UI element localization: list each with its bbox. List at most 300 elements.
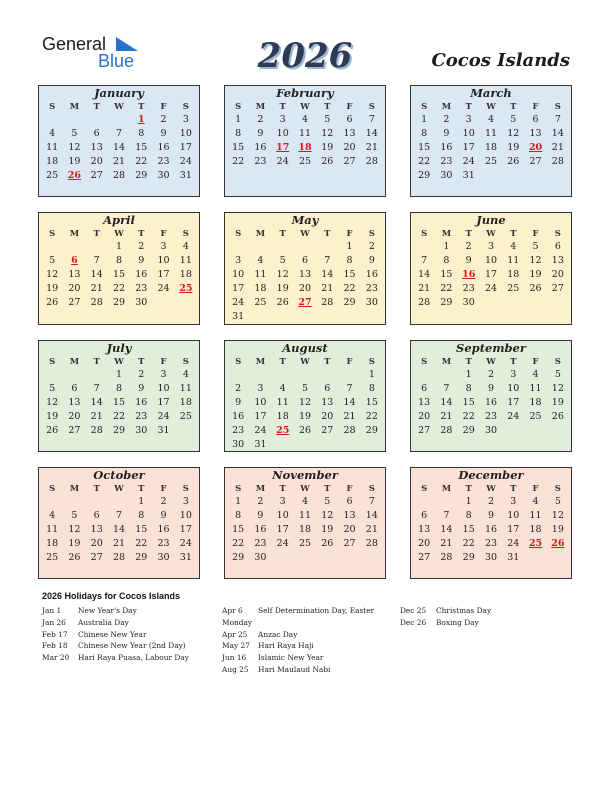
day-cell: 26 (321, 538, 334, 549)
day-cell: 26 (298, 425, 312, 436)
day-cell: 10 (157, 383, 170, 394)
day-cell: 3 (279, 114, 286, 125)
day-cell: 6 (71, 383, 78, 394)
weekday-label: S (421, 484, 428, 494)
day-cell: 27 (529, 156, 542, 167)
holiday-column (400, 605, 492, 629)
day-cell: 27 (68, 425, 81, 436)
day-cell: 17 (254, 411, 267, 422)
day-cell: 30 (135, 425, 148, 436)
day-cell: 17 (157, 269, 170, 280)
day-cell: 9 (235, 397, 242, 408)
weekday-label: S (235, 102, 242, 112)
day-cell: 18 (529, 524, 542, 535)
day-cell: 25 (46, 552, 59, 563)
weekday-label: T (279, 484, 286, 494)
day-cell: 16 (157, 142, 170, 153)
weekday-label: S (554, 484, 561, 494)
day-cell: 31 (179, 170, 192, 181)
weekday-label: F (160, 229, 167, 239)
weekday-label: S (235, 229, 242, 239)
weekday-label: T (324, 229, 331, 239)
empty-day-cell (63, 240, 85, 254)
weekday-label: T (510, 484, 517, 494)
year-title: 2026 (257, 36, 353, 76)
holiday-name: Chinese New Year (2nd Day) (78, 641, 186, 651)
month-january (38, 85, 200, 197)
month-name: September (456, 341, 526, 355)
day-cell: 14 (90, 269, 103, 280)
month-name: March (470, 86, 512, 100)
day-cell: 2 (235, 383, 242, 394)
logo-text-general: General (42, 34, 107, 54)
holiday-entry (42, 640, 186, 652)
holiday-entry (42, 617, 129, 629)
day-cell: 19 (321, 142, 334, 153)
empty-day-cell (41, 495, 63, 509)
day-cell: 23 (232, 425, 245, 436)
holiday-date: Jun 16 (222, 653, 247, 663)
weekday-label: T (510, 357, 517, 367)
weekday-label: W (300, 357, 310, 367)
day-cell: 19 (551, 397, 564, 408)
day-cell: 28 (321, 297, 334, 308)
empty-day-cell (227, 240, 249, 254)
day-cell: 21 (321, 283, 334, 294)
day-cell: 10 (157, 255, 170, 266)
day-cell: 10 (254, 397, 267, 408)
holiday-date: Dec 26 (400, 617, 427, 627)
month-name: June (476, 213, 506, 227)
day-cell: 1 (443, 241, 450, 252)
day-cell: 16 (254, 142, 267, 153)
weekday-label: S (421, 102, 428, 112)
day-cell: 12 (68, 524, 81, 535)
day-cell: 23 (254, 156, 267, 167)
day-cell: 18 (46, 538, 59, 549)
day-cell: 20 (321, 411, 334, 422)
day-cell: 10 (507, 510, 520, 521)
holiday-entry (222, 629, 298, 641)
weekday-label: F (160, 102, 167, 112)
day-cell: 14 (112, 142, 126, 153)
day-cell: 30 (440, 170, 453, 181)
day-cell: 15 (135, 142, 148, 153)
day-cell: 15 (418, 142, 431, 153)
day-cell: 16 (484, 524, 498, 535)
holiday-day-cell: 20 (528, 142, 543, 153)
day-cell: 20 (90, 538, 103, 549)
day-cell: 31 (254, 439, 267, 450)
day-cell: 21 (418, 283, 431, 294)
day-cell: 29 (462, 552, 475, 563)
day-cell: 1 (465, 369, 472, 380)
day-cell: 14 (90, 397, 103, 408)
day-cell: 14 (343, 397, 356, 408)
day-cell: 5 (71, 128, 78, 139)
day-cell: 25 (529, 411, 542, 422)
day-cell: 5 (532, 241, 539, 252)
day-cell: 27 (90, 170, 103, 181)
day-cell: 5 (324, 496, 331, 507)
day-cell: 30 (157, 552, 170, 563)
day-cell: 24 (179, 538, 192, 549)
day-cell: 22 (232, 538, 245, 549)
weekday-label: F (346, 357, 353, 367)
day-cell: 28 (440, 425, 453, 436)
day-cell: 30 (135, 297, 148, 308)
holiday-day-cell: 1 (137, 114, 145, 125)
day-cell: 7 (368, 496, 375, 507)
day-cell: 8 (138, 510, 145, 521)
day-cell: 27 (551, 283, 564, 294)
weekday-label: T (93, 102, 100, 112)
day-cell: 9 (257, 128, 264, 139)
day-cell: 21 (343, 411, 356, 422)
day-cell: 17 (179, 142, 192, 153)
day-cell: 15 (112, 397, 126, 408)
weekday-label: W (114, 484, 124, 494)
weekday-label: M (441, 102, 452, 112)
day-cell: 9 (465, 255, 472, 266)
day-cell: 3 (160, 369, 167, 380)
holiday-date: Dec 25 (400, 606, 427, 615)
day-cell: 9 (487, 510, 495, 521)
logo-text-blue: Blue (98, 51, 135, 71)
weekday-label: M (69, 484, 80, 494)
day-cell: 24 (254, 425, 267, 436)
day-cell: 31 (157, 425, 170, 436)
weekday-label: W (486, 102, 496, 112)
day-cell: 2 (160, 114, 167, 125)
day-cell: 25 (254, 297, 267, 308)
day-cell: 4 (487, 114, 495, 125)
day-cell: 25 (298, 156, 312, 167)
day-cell: 3 (279, 496, 286, 507)
day-cell: 21 (112, 156, 126, 167)
day-cell: 16 (135, 397, 148, 408)
weekday-label: F (160, 484, 167, 494)
day-cell: 21 (90, 411, 103, 422)
weekday-label: F (346, 229, 353, 239)
day-cell: 4 (510, 241, 517, 252)
day-cell: 5 (301, 383, 309, 394)
day-cell: 16 (157, 524, 170, 535)
day-cell: 8 (443, 255, 450, 266)
weekday-label: W (486, 357, 496, 367)
day-cell: 21 (365, 524, 378, 535)
empty-day-cell (435, 495, 457, 509)
day-cell: 17 (507, 397, 520, 408)
day-cell: 12 (507, 128, 520, 139)
empty-day-cell (108, 495, 130, 509)
day-cell: 18 (179, 269, 192, 280)
day-cell: 30 (157, 170, 170, 181)
weekday-label: F (532, 102, 539, 112)
day-cell: 24 (276, 156, 289, 167)
day-cell: 8 (115, 383, 123, 394)
day-cell: 31 (232, 311, 245, 322)
day-cell: 25 (298, 538, 312, 549)
day-cell: 11 (529, 383, 542, 394)
weekday-label: F (346, 102, 353, 112)
holiday-entry (42, 629, 147, 641)
weekday-label: W (300, 102, 310, 112)
day-cell: 23 (157, 156, 170, 167)
day-cell: 28 (343, 425, 356, 436)
day-cell: 2 (138, 241, 145, 252)
empty-day-cell (63, 368, 85, 382)
day-cell: 15 (112, 269, 126, 280)
day-cell: 6 (93, 510, 100, 521)
day-cell: 11 (298, 128, 312, 139)
holiday-day-cell: 17 (276, 142, 290, 153)
day-cell: 11 (276, 397, 289, 408)
day-cell: 5 (554, 496, 561, 507)
day-cell: 19 (46, 283, 59, 294)
day-cell: 24 (179, 156, 192, 167)
day-cell: 11 (484, 128, 498, 139)
day-cell: 14 (321, 269, 334, 280)
holiday-entry (222, 652, 324, 664)
weekday-label: T (138, 229, 145, 239)
weekday-label: T (138, 357, 145, 367)
day-cell: 22 (343, 283, 356, 294)
day-cell: 19 (321, 524, 334, 535)
month-name: November (272, 468, 338, 482)
day-cell: 21 (365, 142, 378, 153)
day-cell: 8 (465, 383, 472, 394)
weekday-label: S (554, 357, 561, 367)
day-cell: 24 (232, 297, 245, 308)
day-cell: 9 (487, 383, 495, 394)
day-cell: 26 (46, 425, 59, 436)
day-cell: 16 (365, 269, 378, 280)
day-cell: 17 (232, 283, 245, 294)
holiday-column (42, 605, 189, 664)
weekday-label: T (93, 357, 100, 367)
day-cell: 23 (135, 283, 148, 294)
day-cell: 8 (465, 510, 472, 521)
empty-day-cell (435, 368, 457, 382)
empty-day-cell (249, 240, 271, 254)
weekday-label: T (324, 484, 331, 494)
day-cell: 5 (554, 369, 561, 380)
weekday-label: S (49, 229, 56, 239)
holiday-date: Aug 25 (222, 664, 249, 674)
empty-day-cell (227, 368, 249, 382)
day-cell: 2 (443, 114, 450, 125)
empty-day-cell (63, 113, 85, 127)
empty-day-cell (63, 495, 85, 509)
day-cell: 20 (90, 156, 103, 167)
month-june (410, 212, 572, 325)
day-cell: 2 (160, 496, 167, 507)
holiday-entry (42, 605, 137, 617)
day-cell: 4 (301, 114, 309, 125)
day-cell: 30 (484, 425, 498, 436)
day-cell: 29 (418, 170, 431, 181)
day-cell: 23 (462, 283, 475, 294)
day-cell: 7 (421, 255, 428, 266)
day-cell: 7 (443, 510, 450, 521)
holiday-entry (42, 652, 189, 664)
day-cell: 6 (421, 510, 428, 521)
day-cell: 31 (507, 552, 520, 563)
holiday-date: Jan 1 (42, 606, 62, 615)
weekday-label: S (182, 357, 189, 367)
day-cell: 17 (484, 269, 498, 280)
day-cell: 17 (157, 397, 170, 408)
day-cell: 24 (157, 283, 170, 294)
day-cell: 13 (90, 142, 103, 153)
weekday-label: T (93, 229, 100, 239)
day-cell: 29 (440, 297, 453, 308)
day-cell: 3 (487, 241, 495, 252)
day-cell: 3 (510, 496, 517, 507)
day-cell: 2 (257, 114, 264, 125)
empty-day-cell (249, 368, 271, 382)
day-cell: 27 (90, 552, 103, 563)
day-cell: 13 (68, 397, 81, 408)
day-cell: 4 (182, 241, 189, 252)
day-cell: 6 (93, 128, 100, 139)
day-cell: 5 (510, 114, 517, 125)
day-cell: 14 (112, 524, 126, 535)
day-cell: 9 (160, 510, 167, 521)
day-cell: 27 (68, 297, 81, 308)
empty-day-cell (338, 368, 360, 382)
day-cell: 27 (343, 538, 356, 549)
holiday-entry (222, 640, 314, 652)
day-cell: 8 (235, 510, 242, 521)
day-cell: 13 (321, 397, 334, 408)
month-name: December (458, 468, 524, 482)
day-cell: 2 (368, 241, 375, 252)
holiday-date: Apr 25 (222, 629, 248, 639)
day-cell: 2 (487, 369, 495, 380)
empty-day-cell (86, 495, 108, 509)
day-cell: 6 (301, 255, 309, 266)
country-title: Cocos Islands (431, 50, 570, 71)
holiday-day-cell: 16 (462, 269, 476, 280)
day-cell: 1 (115, 369, 123, 380)
day-cell: 3 (235, 255, 242, 266)
day-cell: 6 (532, 114, 539, 125)
day-cell: 10 (179, 510, 192, 521)
day-cell: 30 (232, 439, 245, 450)
day-cell: 11 (298, 510, 312, 521)
empty-day-cell (108, 113, 130, 127)
day-cell: 12 (46, 269, 59, 280)
month-september (410, 340, 572, 452)
day-cell: 28 (365, 156, 378, 167)
day-cell: 29 (135, 552, 148, 563)
day-cell: 1 (368, 369, 375, 380)
day-cell: 23 (440, 156, 453, 167)
day-cell: 27 (418, 425, 431, 436)
day-cell: 5 (49, 255, 56, 266)
day-cell: 20 (343, 524, 356, 535)
day-cell: 4 (49, 510, 56, 521)
day-cell: 15 (232, 524, 245, 535)
day-cell: 2 (487, 496, 495, 507)
day-cell: 18 (507, 269, 520, 280)
month-name: August (282, 341, 328, 355)
empty-day-cell (41, 240, 63, 254)
day-cell: 19 (529, 269, 542, 280)
month-february (224, 85, 386, 197)
day-cell: 3 (465, 114, 472, 125)
day-cell: 13 (551, 255, 564, 266)
weekday-label: S (49, 102, 56, 112)
day-cell: 7 (443, 383, 450, 394)
empty-day-cell (294, 368, 316, 382)
day-cell: 13 (343, 510, 356, 521)
day-cell: 18 (484, 142, 498, 153)
weekday-label: S (554, 229, 561, 239)
day-cell: 6 (346, 114, 353, 125)
weekday-label: S (421, 229, 428, 239)
holiday-name: Hari Raya Haji (258, 641, 314, 651)
weekday-label: S (368, 229, 375, 239)
empty-day-cell (86, 240, 108, 254)
day-cell: 24 (276, 538, 289, 549)
weekday-label: M (69, 229, 80, 239)
day-cell: 9 (138, 255, 145, 266)
weekday-label: F (532, 229, 539, 239)
day-cell: 6 (421, 383, 428, 394)
day-cell: 22 (462, 411, 475, 422)
day-cell: 27 (321, 425, 334, 436)
holiday-name: Hari Raya Puasa, Labour Day (78, 653, 189, 663)
day-cell: 1 (138, 496, 145, 507)
day-cell: 1 (346, 241, 353, 252)
day-cell: 18 (529, 397, 542, 408)
holiday-entry (222, 617, 252, 629)
day-cell: 16 (135, 269, 148, 280)
day-cell: 11 (179, 383, 192, 394)
holiday-date: Apr 6 (222, 606, 243, 615)
day-cell: 28 (440, 552, 453, 563)
weekday-label: S (235, 484, 242, 494)
day-cell: 4 (49, 128, 56, 139)
holiday-date: May 27 (222, 641, 250, 651)
holiday-entry (400, 617, 479, 629)
holiday-name: Self Determination Day, Easter (258, 606, 375, 615)
day-cell: 20 (68, 283, 81, 294)
holiday-entry (222, 605, 375, 617)
day-cell: 28 (365, 538, 378, 549)
day-cell: 13 (529, 128, 542, 139)
day-cell: 12 (551, 510, 564, 521)
day-cell: 18 (276, 411, 289, 422)
day-cell: 3 (182, 114, 189, 125)
day-cell: 26 (551, 411, 564, 422)
day-cell: 2 (257, 496, 264, 507)
weekday-label: S (554, 102, 561, 112)
day-cell: 15 (462, 524, 475, 535)
day-cell: 17 (179, 524, 192, 535)
day-cell: 11 (529, 510, 542, 521)
weekday-label: T (465, 484, 472, 494)
empty-day-cell (272, 368, 294, 382)
day-cell: 14 (551, 128, 564, 139)
day-cell: 16 (440, 142, 453, 153)
day-cell: 4 (182, 369, 189, 380)
day-cell: 6 (346, 496, 353, 507)
month-name: October (93, 468, 145, 482)
